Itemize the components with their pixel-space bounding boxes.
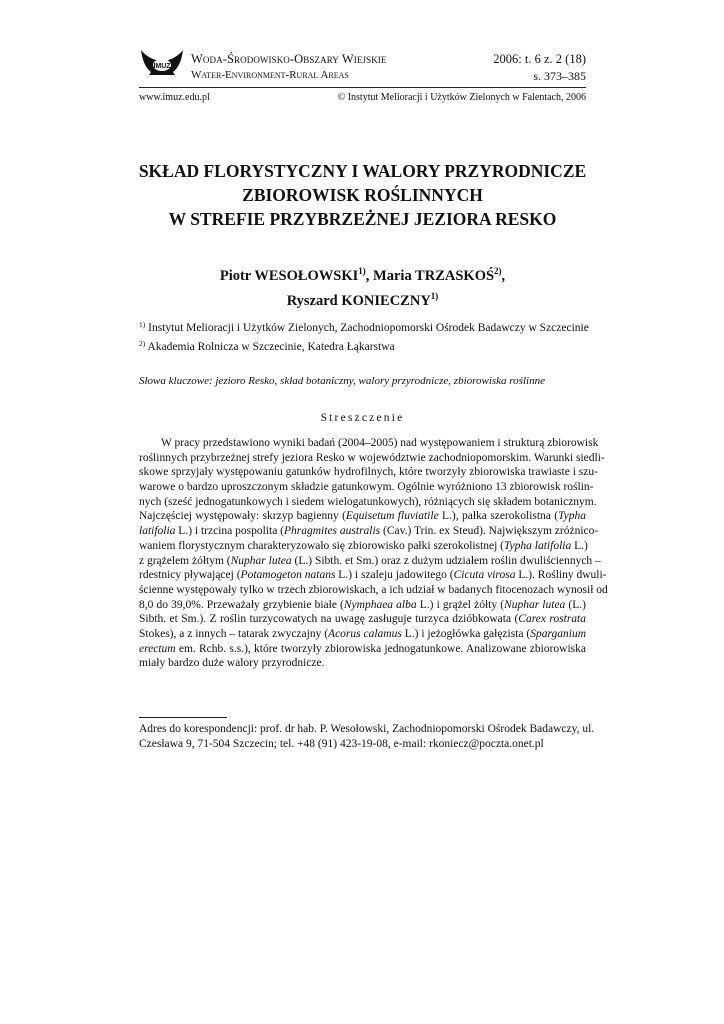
header-divider bbox=[139, 87, 586, 88]
svg-text:IMUZ: IMUZ bbox=[153, 63, 171, 70]
author-list: Piotr WESOŁOWSKI$^{1)}$, Maria TRZASKOŚ$^{2)}$, Ryszard KONIECZNY$^{1)}$ bbox=[219, 266, 506, 309]
abstract-body bbox=[139, 436, 608, 671]
affiliation-item bbox=[139, 336, 589, 355]
affiliation-mark: 1) bbox=[139, 320, 146, 329]
title-line: SKŁAD FLORYSTYCZNY I WALORY PRZYRODNICZE bbox=[138, 161, 587, 181]
author-affiliation-mark: 2) bbox=[494, 266, 502, 276]
footnote-divider bbox=[139, 717, 227, 718]
abstract-line: Stokes), a z innych – tatarak zwyczajny (Acorus calamus L.) i jeżogłówka gałęzista (Sparganium bbox=[139, 627, 587, 640]
abstract-line: Najczęściej występowały: skrzyp bagienny (Equisetum fluviatile L.), pałka szerokolistna (Typha bbox=[139, 510, 586, 523]
species-name: Typha bbox=[558, 510, 586, 523]
species-name: Nuphar lutea bbox=[504, 598, 566, 611]
footnote-line: Adres do korespondencji: prof. dr hab. P. Wesołowski, Zachodniopomorski Ośrodek Badawczy, ul. bbox=[139, 723, 595, 735]
abstract-line: erectum em. Rchb. s.s.), które tworzyły zbiorowiska jednogatunkowe. Analizowane zbiorowiska bbox=[139, 642, 586, 655]
abstract-line: roślinnych przybrzeżnej strefy jeziora Resko w województwie zachodniopomorskim. Warunki siedli- bbox=[139, 451, 605, 464]
species-name: latifolia bbox=[139, 525, 176, 538]
author-name: Ryszard KONIECZNY bbox=[286, 292, 431, 309]
journal-name-pl: Woda-Środowisko-Obszary Wiejskie bbox=[191, 52, 387, 66]
affiliations bbox=[139, 317, 589, 355]
article-title bbox=[110, 159, 615, 231]
title-line: W STREFIE PRZYBRZEŻNEJ JEZIORA RESKO bbox=[168, 209, 557, 229]
issue-info: 2006: t. 6 z. 2 (18) bbox=[493, 52, 586, 66]
species-name: Potamogeton natans bbox=[240, 569, 336, 582]
species-name: Sparganium bbox=[530, 627, 587, 640]
species-name: Phragmites australis bbox=[284, 525, 381, 538]
species-name: erectum bbox=[139, 642, 176, 655]
abstract-line: Sibth. et Sm.). Z roślin turzycowatych na uwagę zasługuje turzyca dzióbkowata (Carex rostrata bbox=[139, 613, 586, 626]
abstract-line: z grążelem żółtym (Nuphar lutea (L.) Sibth. et Sm.) oraz z dużym udziałem roślin dwuliściennych – bbox=[139, 554, 601, 567]
affiliation-text: Akademia Rolnicza w Szczecinie, Katedra Łąkarstwa bbox=[147, 341, 395, 353]
author-name: Maria TRZASKOŚ bbox=[373, 267, 495, 284]
abstract-line: miały bardzo duże walory przyrodnicze. bbox=[139, 657, 325, 670]
journal-name-en: Water-Environment-Rural Areas bbox=[191, 69, 349, 81]
page-range: s. 373–385 bbox=[533, 69, 586, 83]
species-name: Nymphaea alba bbox=[343, 598, 417, 611]
species-name: Acorus calamus bbox=[328, 627, 402, 640]
species-name: Nuphar lutea bbox=[230, 554, 292, 567]
abstract-line: W pracy przedstawiono wyniki badań (2004–2005) nad występowaniem i strukturą zbiorowisk bbox=[161, 437, 599, 449]
keywords: Słowa kluczowe: jezioro Resko, skład botaniczny, walory przyrodnicze, zbiorowiska roślinne bbox=[139, 375, 545, 387]
abstract-line: waniem florystycznym charakteryzowało się zbiorowisko pałki szerokolistnej (Typha latifolia L.) bbox=[139, 539, 588, 552]
abstract-line: 8,0 do 39,0%. Przeważały grzybienie białe (Nymphaea alba L.) i grążel żółty (Nuphar lutea (L.) bbox=[139, 598, 586, 611]
species-name: Carex rostrata bbox=[518, 613, 586, 626]
correspondence-footnote bbox=[139, 722, 595, 752]
abstract-heading: Streszczenie bbox=[320, 412, 405, 424]
abstract-line: ścienne występowały tylko w trzech zbiorowiskach, a ich udział w badanych fitocenozach wynosił od bbox=[139, 583, 608, 596]
affiliation-text: Instytut Melioracji i Użytków Zielonych, Zachodniopomorski Ośrodek Badawczy w Szczecinie bbox=[148, 322, 589, 334]
imuz-logo bbox=[139, 44, 185, 78]
journal-url-link[interactable]: www.imuz.edu.pl bbox=[139, 92, 210, 103]
abstract-line: skowe sprzyjały występowaniu gatunków hydrofilnych, które tworzyły zbiorowiska trawiaste i szu- bbox=[139, 466, 598, 479]
copyright-notice: © Instytut Melioracji i Użytków Zielonych w Falentach, 2006 bbox=[337, 92, 586, 103]
affiliation-mark: 2) bbox=[139, 339, 146, 348]
abstract-line: nych (sześć jednogatunkowych i siedem wielogatunkowych), różniących się składem botanicznym. bbox=[139, 495, 597, 508]
abstract-line: latifolia L.) i trzcina pospolita (Phragmites australis (Cav.) Trin. ex Steud). Największym zróżnico- bbox=[139, 525, 599, 538]
footnote-line: Czesława 9, 71-504 Szczecin; tel. +48 (91) 423-19-08, e-mail: rkoniecz@poczta.onet.pl bbox=[139, 738, 544, 750]
abstract-line: rdestnicy pływającej (Potamogeton natans L.) i szaleju jadowitego (Cicuta virosa L.). Rośliny dwuli- bbox=[139, 569, 607, 582]
species-name: Equisetum fluviatile bbox=[345, 510, 439, 523]
abstract-line: warowe o bardzo uproszczonym składzie gatunkowym. Ogólnie wyróżniono 13 zbiorowisk roślin- bbox=[139, 481, 594, 494]
title-line: ZBIOROWISK ROŚLINNYCH bbox=[242, 185, 483, 205]
species-name: Typha latifolia bbox=[504, 539, 572, 552]
species-name: Cicuta virosa bbox=[453, 569, 516, 582]
author-name: Piotr WESOŁOWSKI bbox=[219, 267, 359, 284]
affiliation-item bbox=[139, 317, 589, 336]
author-affiliation-mark: 1) bbox=[430, 290, 439, 301]
author-affiliation-mark: 1) bbox=[358, 266, 366, 276]
